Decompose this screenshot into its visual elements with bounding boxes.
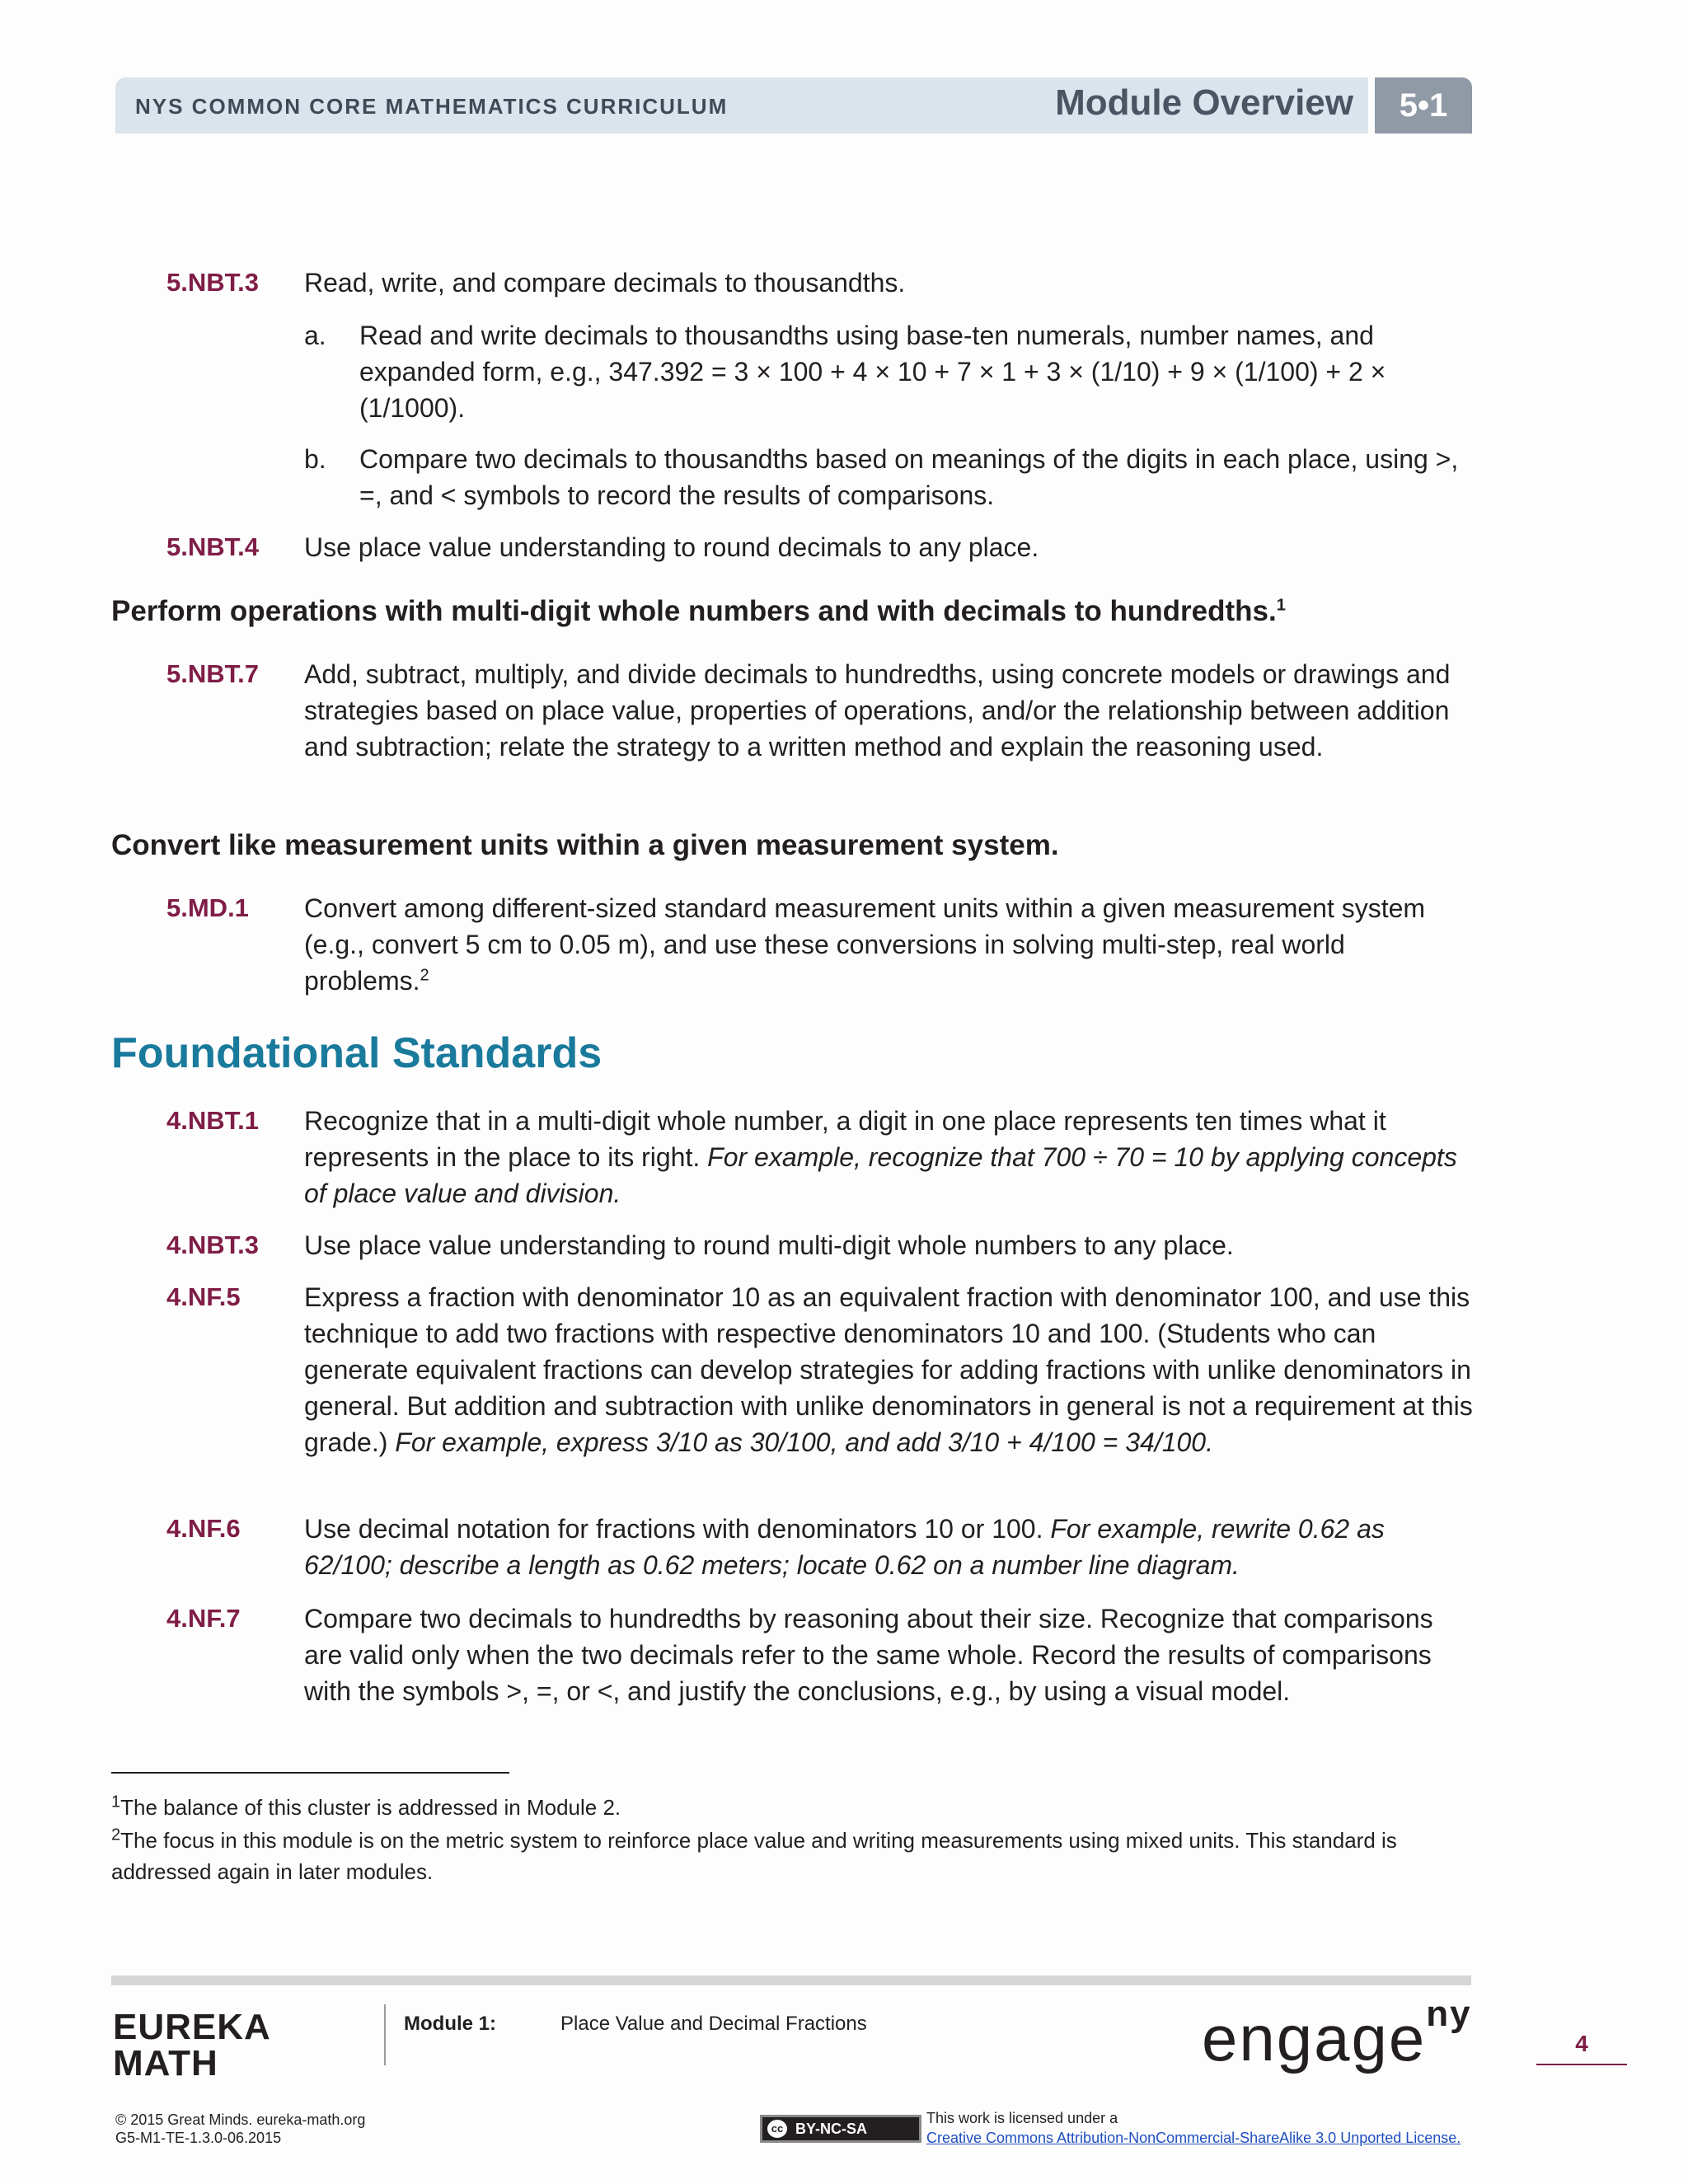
standard-code: 4.NBT.1 <box>166 1106 259 1135</box>
sub-text: Read and write decimals to thousandths using base-ten numerals, number names, and expanded form, e.g., 347.392 = 3 × 100 + 4 × 10 + 7 × 1 + 3 × (1/10) + 9 × (1/100) + 2 × (1/1000). <box>359 321 1386 423</box>
standard-text <box>304 1511 1475 1583</box>
cluster-heading <box>111 595 1286 628</box>
standard-text-body: Express a fraction with denominator 10 as an equivalent fraction with denominator 100, and use this technique to add two fractions with respective denominators 10 and 100. (Students who can generate equivalent fractions can develop strategies for adding fractions with unlike denominators in general. But addition and subtraction with unlike denominators in general is not a requirement at this grade.) <box>304 1282 1473 1457</box>
footnote-ref: 1 <box>1276 596 1286 615</box>
footer-bar <box>111 1975 1471 1985</box>
cc-badge-label: BY-NC-SA <box>795 2121 868 2137</box>
license-text: This work is licensed under a <box>926 2110 1118 2126</box>
standard-example: For example, recognize that 700 ÷ 70 = 10 by applying concepts of place value and division. <box>304 1142 1457 1208</box>
footnote-number: 2 <box>111 1825 121 1844</box>
standard-code: 4.NF.5 <box>166 1282 241 1311</box>
standard-text <box>304 890 1475 999</box>
standard-text: Add, subtract, multiply, and divide decimals to hundredths, using concrete models or drawings and strategies based on place value, properties of operations, and/or the relationship between addition and subtraction; relate the strategy to a written method and explain the reasoning used. <box>304 659 1451 762</box>
cluster-heading-text: Perform operations with multi-digit whole numbers and with decimals to hundredths. <box>111 595 1277 627</box>
footnote-rule <box>111 1772 509 1774</box>
page-number: 4 <box>1536 2031 1627 2065</box>
footnote <box>111 1825 1479 1887</box>
standard-code: 4.NF.6 <box>166 1514 241 1543</box>
standard-code: 4.NF.7 <box>166 1604 241 1633</box>
standard-code: 5.NBT.3 <box>166 268 259 297</box>
module-title: Place Value and Decimal Fractions <box>560 2013 867 2035</box>
running-header <box>115 77 1368 134</box>
standard-text-body: Use decimal notation for fractions with denominators 10 or 100. <box>304 1514 1043 1544</box>
copyright: © 2015 Great Minds. eureka-math.org <box>115 2111 366 2128</box>
standard-code: 4.NBT.3 <box>166 1230 259 1259</box>
standard-text <box>304 1279 1475 1460</box>
standard-text: Use place value understanding to round multi-digit whole numbers to any place. <box>304 1230 1234 1260</box>
standard-example: For example, express 3/10 as 30/100, and add 3/10 + 4/100 = 34/100. <box>395 1427 1213 1457</box>
footnote-ref: 2 <box>420 966 429 985</box>
logo-line: MATH <box>113 2043 218 2083</box>
engageny-logo <box>1202 1994 1472 2076</box>
cc-license-badge[interactable] <box>760 2115 921 2143</box>
eureka-math-logo <box>113 2009 271 2082</box>
sub-label: b. <box>304 444 326 474</box>
cluster-heading <box>111 829 1059 862</box>
standard-text: Use place value understanding to round decimals to any place. <box>304 532 1039 562</box>
module-badge: 5•1 <box>1375 77 1472 134</box>
standard-text: Read, write, and compare decimals to thousandths. <box>304 268 906 298</box>
footnote-number: 1 <box>111 1793 121 1811</box>
module-label: Module 1: <box>404 2013 496 2035</box>
sub-label: a. <box>304 321 326 350</box>
footnote-text: The balance of this cluster is addressed in Module 2. <box>120 1795 621 1820</box>
standard-text-body: Recognize that in a multi-digit whole number, a digit in one place represents ten times what it represents in the place to its right. <box>304 1106 1386 1172</box>
footer-divider <box>384 2004 386 2065</box>
standard-text: Compare two decimals to hundredths by reasoning about their size. Recognize that comparisons are valid only when the two decimals refer to the same whole. Record the results of comparisons with the symbols >, =, or <, and justify the conclusions, e.g., by using a visual model. <box>304 1604 1433 1706</box>
document-id: G5-M1-TE-1.3.0-06.2015 <box>115 2130 282 2146</box>
sub-text: Compare two decimals to thousandths based on meanings of the digits in each place, using >, =, and < symbols to record the results of comparisons. <box>359 444 1459 510</box>
standard-code: 5.MD.1 <box>166 893 249 922</box>
standard-code: 5.NBT.4 <box>166 532 259 561</box>
standard-code: 5.NBT.7 <box>166 659 259 688</box>
license-link[interactable]: Creative Commons Attribution-NonCommercial-ShareAlike 3.0 Unported License. <box>926 2130 1461 2146</box>
logo-sup: ny <box>1426 1994 1472 2034</box>
cc-icon: cc <box>767 2120 787 2138</box>
standard-text-body: Convert among different-sized standard measurement units within a given measurement system (e.g., convert 5 cm to 0.05 m), and use these conversions in solving multi-step, real world problems. <box>304 893 1426 996</box>
logo-line: EUREKA <box>113 2007 271 2047</box>
footnote-text: The focus in this module is on the metric system to reinforce place value and writing measurements using mixed units. This standard is addressed again in later modules. <box>111 1828 1397 1884</box>
header-title: Module Overview <box>1055 82 1353 123</box>
curriculum-name: NYS COMMON CORE MATHEMATICS CURRICULUM <box>135 94 729 119</box>
footnote <box>111 1792 1479 1823</box>
section-heading: Foundational Standards <box>111 1029 603 1077</box>
logo-word: engage <box>1202 2002 1427 2074</box>
standard-text <box>304 1103 1475 1212</box>
cluster-heading-text: Convert like measurement units within a given measurement system. <box>111 829 1059 861</box>
standard-example: For example, rewrite 0.62 as 62/100; describe a length as 0.62 meters; locate 0.62 on a number line diagram. <box>304 1514 1385 1580</box>
